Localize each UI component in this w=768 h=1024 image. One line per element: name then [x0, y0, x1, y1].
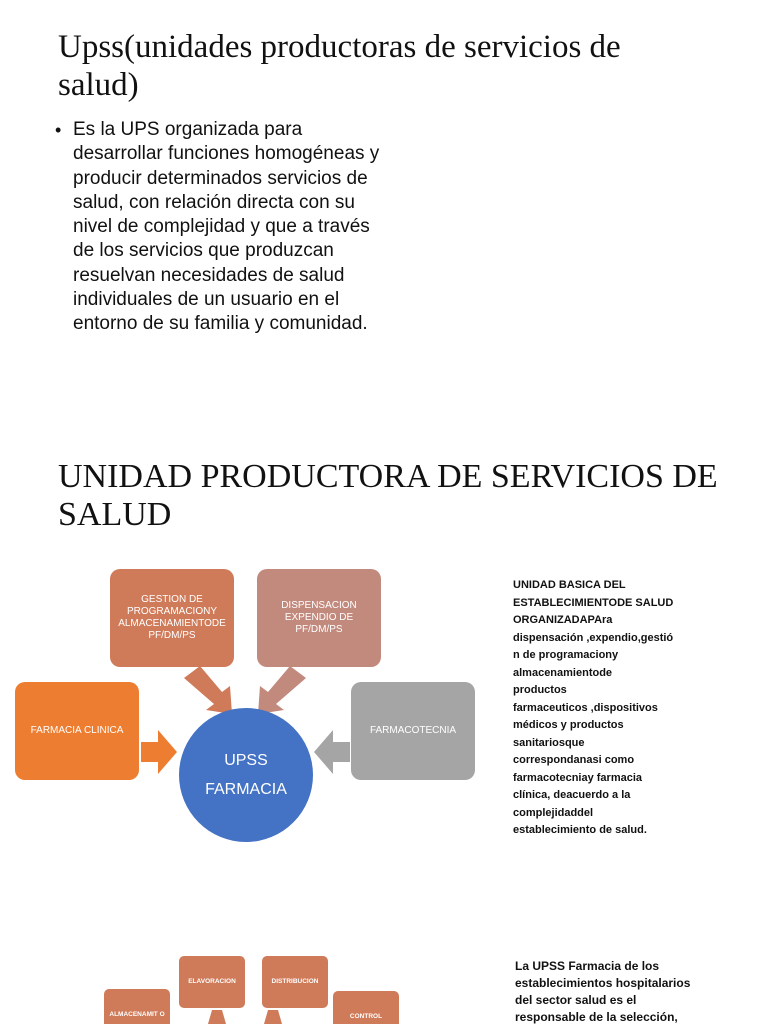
almacenamiento-box: ALMACENAMIT O — [104, 989, 170, 1024]
upss-farmacia-circle — [179, 708, 313, 842]
arrow-farmacotecnia — [314, 730, 350, 774]
side-description: UNIDAD BASICA DEL ESTABLECIMIENTODE SALUD ORGANIZADAPAra dispensación ,expendio,gestió n de programaciony almacenamientode productos farmaceuticos ,dispositivos médicos y productos sanitariosque correspondanasi como farmacotecniay farmacia clínica, deacuerdo a la complejidaddel establecimiento de salud. — [513, 579, 674, 836]
farmacia-clinica-box: FARMACIA CLINICA — [15, 682, 139, 780]
dispensacion-box: DISPENSACION EXPENDIO DE PF/DM/PS — [257, 569, 381, 667]
slide-upss-functions — [0, 930, 768, 1024]
elaboracion-box: ELAVORACION — [179, 956, 245, 1008]
bullet-text: Es la UPS organizada para desarrollar funciones homogéneas y producir determinados servicios de salud, con relación directa con su nivel de complejidad y que a través de los servicios que produzcan resuelvan necesidades de salud individuales de un usuario en el entorno de su familia y comunidad. — [73, 119, 380, 335]
distribucion-box: DISTRIBUCION — [262, 956, 328, 1008]
arrow-dispensacion — [258, 666, 306, 714]
bullet-marker: • — [55, 120, 62, 140]
arrow-farmacia-clinica — [141, 730, 177, 774]
circle-line-2: FARMACIA — [205, 781, 287, 798]
gestion-box: GESTION DE PROGRAMACIONY ALMACENAMIENTODE PF/DM/PS — [110, 569, 234, 667]
slide-upss-diagram — [0, 430, 768, 930]
arrow-elaboracion — [208, 1010, 226, 1024]
slide-title: UNIDAD PRODUCTORA DE SERVICIOS DE SALUD — [58, 458, 718, 533]
arrow-distribucion — [264, 1010, 282, 1024]
slide-title: Upss(unidades productoras de servicios de salud) — [58, 29, 621, 103]
slide-upss-definition — [0, 0, 768, 430]
side-description-2: La UPSS Farmacia de los establecimientos hospitalarios del sector salud es el responsable de la selección, — [515, 959, 691, 1024]
arrow-gestion — [184, 666, 232, 714]
bullet-item — [55, 118, 385, 337]
circle-line-1: UPSS — [224, 752, 268, 769]
farmacotecnia-box: FARMACOTECNIA — [351, 682, 475, 780]
control-box: CONTROL — [333, 991, 399, 1024]
